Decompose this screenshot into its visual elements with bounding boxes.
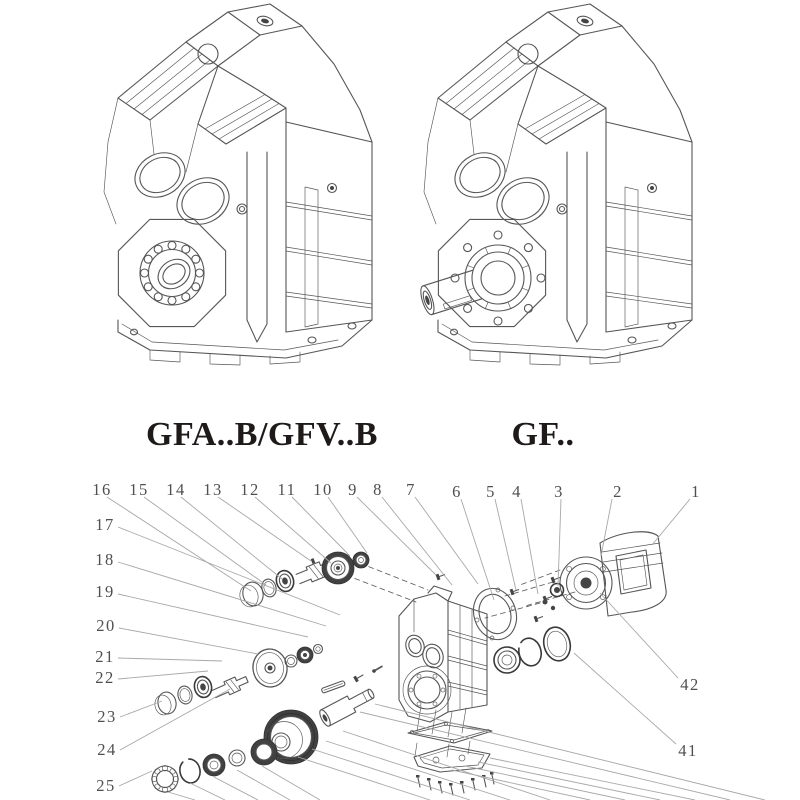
callout-8: 8 xyxy=(373,480,383,499)
callout-3: 3 xyxy=(554,482,564,501)
bearing-set-parts xyxy=(152,739,278,793)
leader-line-5 xyxy=(495,499,516,590)
callout-19: 19 xyxy=(95,582,115,601)
leader-line-16 xyxy=(107,497,251,591)
callout-4: 4 xyxy=(512,482,522,501)
output-shaft-flange xyxy=(418,231,545,325)
leader-line-41 xyxy=(574,653,676,744)
callout-24: 24 xyxy=(97,740,117,759)
callout-41: 41 xyxy=(678,741,698,760)
leader-line-10 xyxy=(328,497,367,553)
callout-42: 42 xyxy=(680,675,700,694)
front-bearing-part xyxy=(494,624,574,673)
leader-line-6 xyxy=(461,499,494,600)
bolt-parts xyxy=(338,560,575,622)
callout-20: 20 xyxy=(96,616,116,635)
callout-23: 23 xyxy=(97,707,117,726)
callout-9: 9 xyxy=(348,480,358,499)
exploded-parts-diagram xyxy=(0,470,800,800)
gasket-ring-part xyxy=(467,583,523,645)
callout-17: 17 xyxy=(95,515,115,534)
callout-2: 2 xyxy=(613,482,623,501)
leader-line-2 xyxy=(601,499,612,556)
leader-line-11 xyxy=(292,497,350,556)
gearbox-drawing-gfab xyxy=(90,2,390,402)
callout-layer xyxy=(92,480,701,795)
intermediate-shaft-assembly xyxy=(153,645,322,717)
motor-part xyxy=(543,532,667,616)
callout-5: 5 xyxy=(486,482,496,501)
leader-line-13 xyxy=(218,497,311,561)
callout-7: 7 xyxy=(406,480,416,499)
model-label-gf: GF.. xyxy=(511,416,575,453)
callout-21: 21 xyxy=(95,647,115,666)
callout-6: 6 xyxy=(452,482,462,501)
leader-line-42 xyxy=(600,593,678,678)
leader-line-7 xyxy=(415,497,478,584)
leader-line-4 xyxy=(521,499,538,594)
callout-10: 10 xyxy=(313,480,333,499)
callout-1: 1 xyxy=(691,482,701,501)
callout-18: 18 xyxy=(95,550,115,569)
leader-line-22 xyxy=(118,671,208,679)
leader-line-1 xyxy=(652,499,690,545)
leader-line-9 xyxy=(357,497,436,575)
callout-13: 13 xyxy=(203,480,223,499)
leader-line-8 xyxy=(382,497,452,585)
leader-line-20 xyxy=(119,628,258,654)
callout-16: 16 xyxy=(92,480,112,499)
callout-11: 11 xyxy=(277,480,297,499)
gearbox-drawing-gf xyxy=(410,2,710,402)
callout-22: 22 xyxy=(95,668,115,687)
leader-line-21 xyxy=(118,658,222,661)
callout-25: 25 xyxy=(96,776,116,795)
leader-line-3 xyxy=(558,499,561,586)
output-shaft-assembly xyxy=(318,665,383,728)
leader-line-15 xyxy=(144,497,266,585)
hollow-shaft-hub xyxy=(140,241,204,305)
leader-line-14 xyxy=(181,497,282,579)
callout-15: 15 xyxy=(129,480,149,499)
model-label-gfab: GFA..B/GFV..B xyxy=(146,416,378,453)
callout-12: 12 xyxy=(240,480,260,499)
callout-14: 14 xyxy=(166,480,186,499)
leader-line-19 xyxy=(118,594,308,637)
leader-line-25 xyxy=(119,771,152,786)
